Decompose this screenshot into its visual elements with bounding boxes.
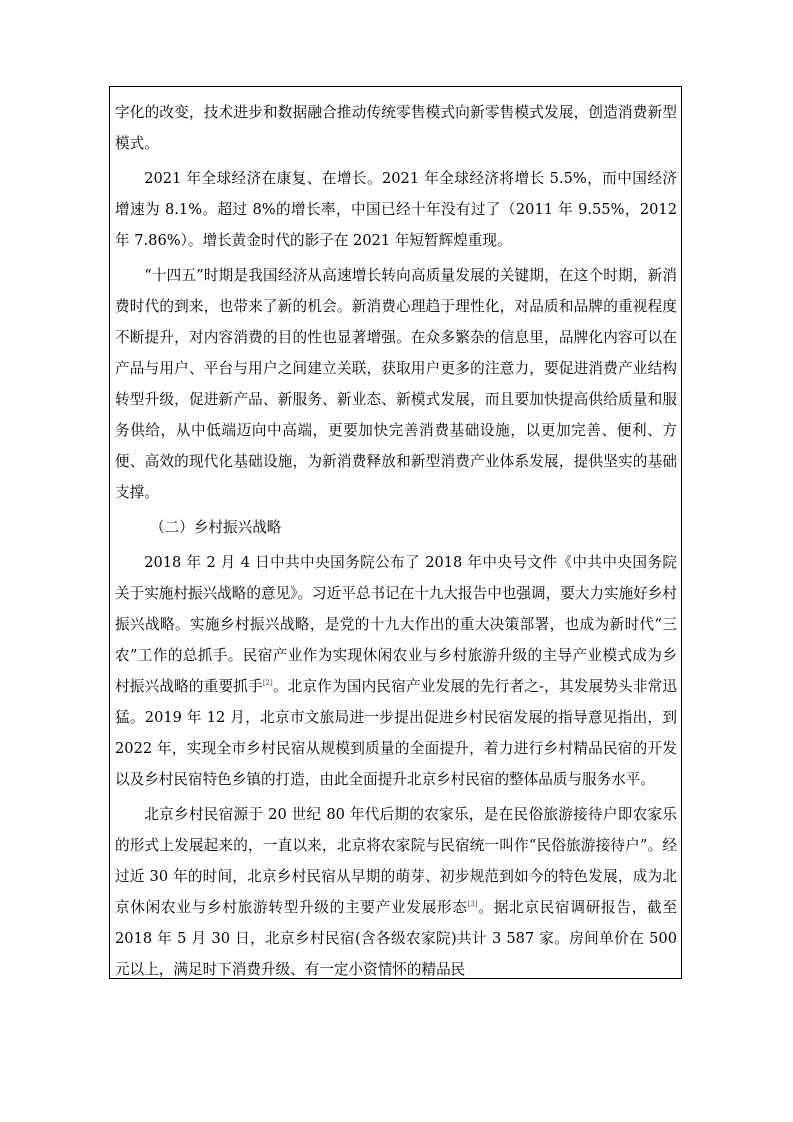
citation-2: [2] <box>262 679 273 688</box>
document-body <box>115 97 677 979</box>
paragraph-text: 北京乡村民宿源于 20 世纪 80 年代后期的农家乐，是在民俗旅游接待户即农家乐的形式上发展起来的，一直以来，北京将农家院与民宿统一叫作“民俗旅游接待户”。经过近 30 年的时间，北京乡村民宿从早期的萌芽、初步规范到如今的特色发展，成为北京休闲农业与乡村旅游转型升级的主要产业发展形态 <box>115 806 677 916</box>
paragraph-fourteenth-five-year: “十四五”时期是我国经济从高速增长转向高质量发展的关键期，在这个时期，新消费时代的到来，也带来了新的机会。新消费心理趋于理性化，对品质和品牌的重视程度不断提升，对内容消费的目的性也显著增强。在众多繁杂的信息里，品牌化内容可以在产品与用户、平台与用户之间建立关联，获取用户更多的注意力，要促进消费产业结构转型升级，促进新产品、新服务、新业态、新模式发展，而且要加快提高供给质量和服务供给，从中低端迈向中高端，更要加快完善消费基础设施，以更加完善、便利、方便、高效的现代化基础设施，为新消费释放和新型消费产业体系发展，提供坚实的基础支撑。 <box>115 267 677 501</box>
citation-3: [3] <box>467 900 478 909</box>
section-heading: （二）乡村振兴战略 <box>150 519 282 536</box>
paragraph-text: 。据北京民宿调研报告，截至 2018 年 5 月 30 日，北京乡村民宿(含各级农家院)共计 3 587 家。房间单价在 500 元以上，满足时下消费升级、有一定小资情怀的精品民 <box>115 899 677 978</box>
paragraph-rural-revitalization <box>115 547 677 795</box>
document-frame <box>109 86 682 979</box>
paragraph-global-economy: 2021 年全球经济在康复、在增长。2021 年全球经济将增长 5.5%，而中国经济增速为 8.1%。超过 8%的增长率，中国已经十年没有过了（2011 年 9.55%，2012 年 7.86%）。增长黄金时代的影子在 2021 年短暂辉煌重现。 <box>115 170 677 249</box>
paragraph-text: 2018 年 2 月 4 日中共中央国务院公布了 2018 年中央号文件《中共中央国务院关于实施村振兴战略的意见》。习近平总书记在十九大报告中也强调，要大力实施好乡村振兴战略。实施乡村振兴战略，是党的十九大作出的重大决策部署，也成为新时代“三农”工作的总抓手。民宿产业作为实现休闲农业与乡村旅游升级的主导产业模式成为乡村振兴战略的重要抓手 <box>115 554 677 695</box>
paragraph-beijing-homestays <box>115 799 677 979</box>
paragraph-continuation: 字化的改变，技术进步和数据融合推动传统零售模式向新零售模式发展，创造消费新型模式。 <box>115 104 677 152</box>
paragraph-text: 。北京作为国内民宿产业发展的先行者之-，其发展势头非常迅猛。2019 年 12 月，北京市文旅局进一步提出促进乡村民宿发展的指导意见指出，到 2022 年，实现全市乡村民宿从规模到质量的全面提升，着力进行乡村精品民宿的开发以及乡村民宿特色乡镇的打造，由此全面提升北京乡村民宿的整体品质与服务水平。 <box>115 678 677 788</box>
